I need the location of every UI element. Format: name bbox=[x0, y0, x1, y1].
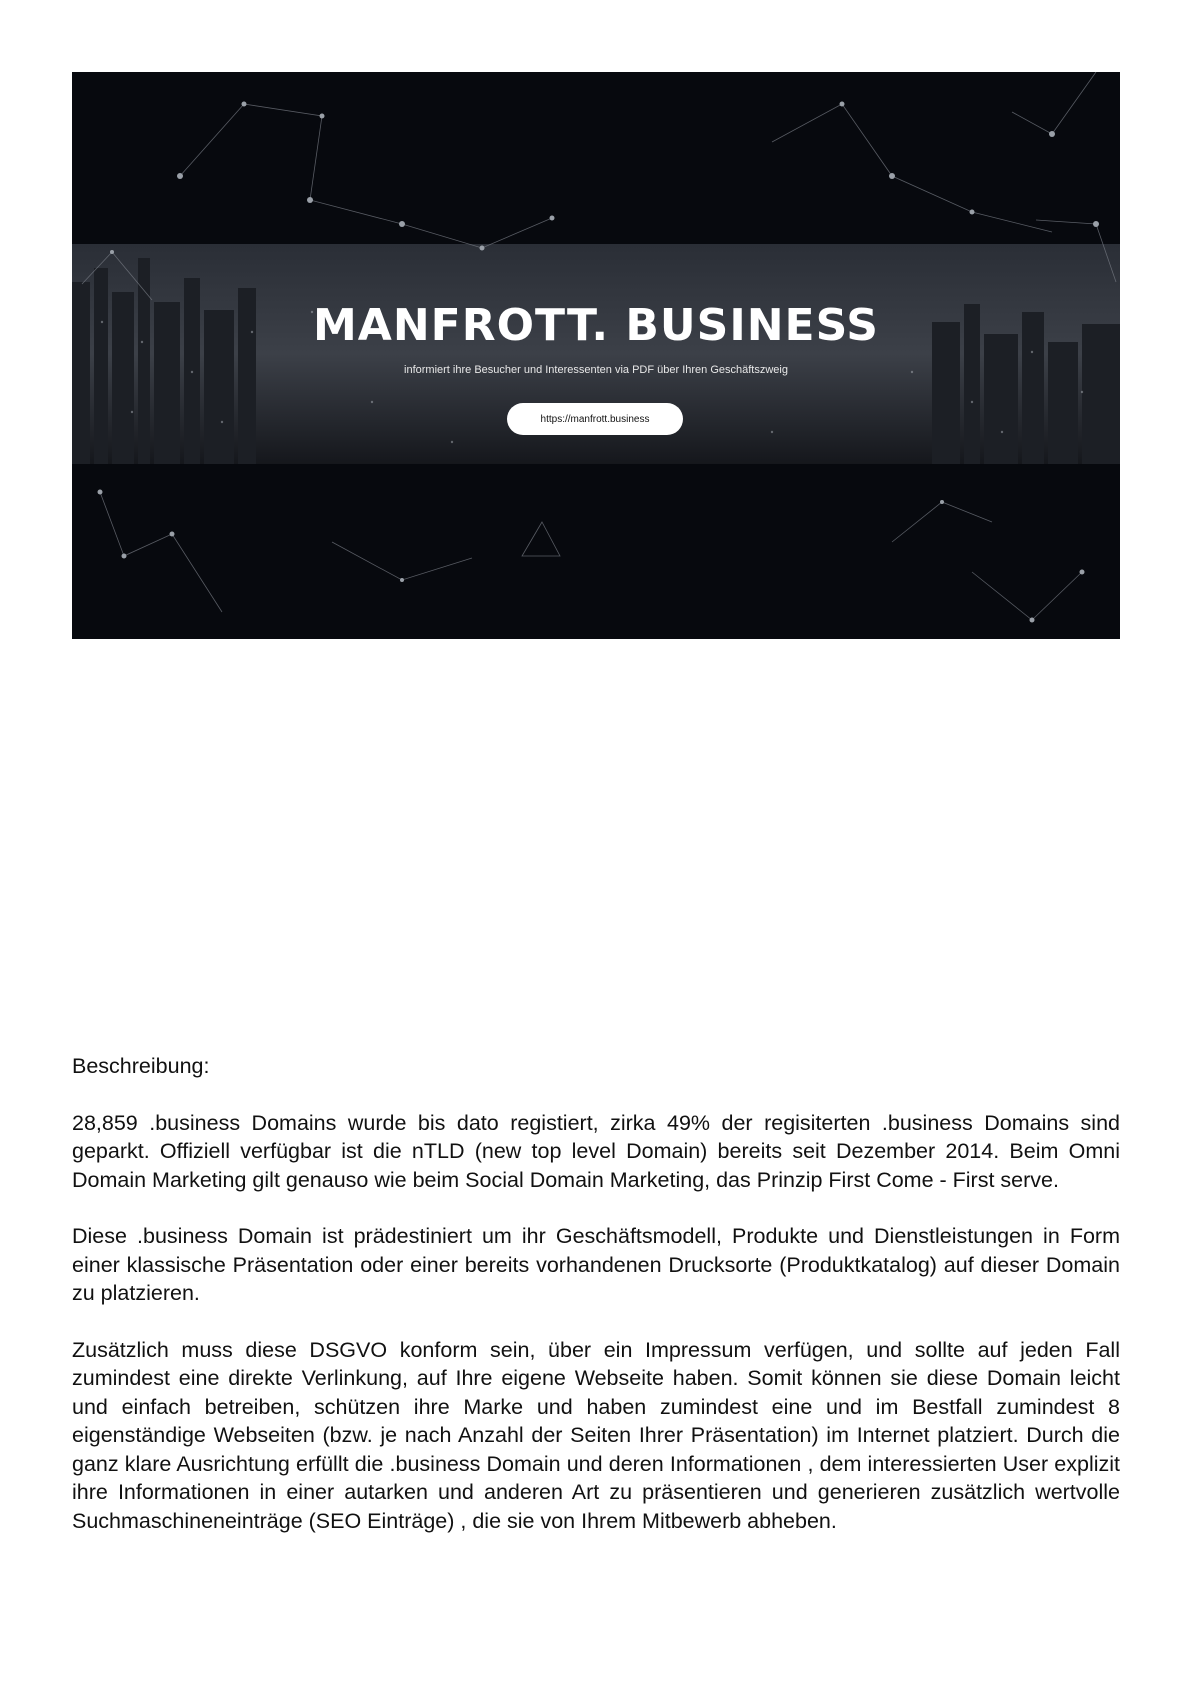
banner-url-button[interactable]: https://manfrott.business bbox=[507, 403, 683, 435]
description-paragraph-2: Diese .business Domain ist prädestiniert um ihr Geschäftsmodell, Produkte und Dienstleistungen in Form einer klassische Präsentation oder einer bereits vorhandenen Drucksorte (Produktkatalog) auf dieser Domain zu platzieren. bbox=[72, 1224, 1120, 1305]
description-paragraph-3: Zusätzlich muss diese DSGVO konform sein, über ein Impressum verfügen, und sollte auf jeden Fall zumindest eine direkte Verlinkung, auf Ihre eigene Webseite haben. Somit können sie diese Domain leicht und einfach betreiben, schützen ihre Marke und haben zumindest eine und im Bestfall zumindest 8 eigenständige Webseiten (bzw. je nach Anzahl der Seiten Ihrer Präsentation) im Internet platziert. Durch die ganz klare Ausrichtung erfüllt die .business Domain und deren Informationen , dem interessierten User explizit ihre Informationen in einer autarken und anderen Art zu präsentieren und generieren zusätzlich wertvolle Suchmaschineneinträge (SEO Einträge) , die sie von Ihrem Mitbewerb abheben. bbox=[72, 1337, 1120, 1533]
hero-banner bbox=[72, 72, 1120, 639]
network-cityscape-background bbox=[72, 72, 1120, 639]
banner-subtitle: informiert ihre Besucher und Interessenten via PDF über Ihren Geschäftszweig bbox=[404, 364, 788, 376]
description-section bbox=[72, 1052, 1120, 1563]
description-heading: Beschreibung: bbox=[72, 1054, 210, 1078]
banner-title: MANFROTT. BUSINESS bbox=[312, 300, 879, 351]
description-paragraph-1: 28,859 .business Domains wurde bis dato registiert, zirka 49% der regisiterten .business Domains sind geparkt. Offiziell verfügbar ist die nTLD (new top level Domain) bereits seit Dezember 2014. Beim Omni Domain Marketing gilt genauso wie beim Social Domain Marketing, das Prinzip First Come - First serve. bbox=[72, 1110, 1120, 1192]
